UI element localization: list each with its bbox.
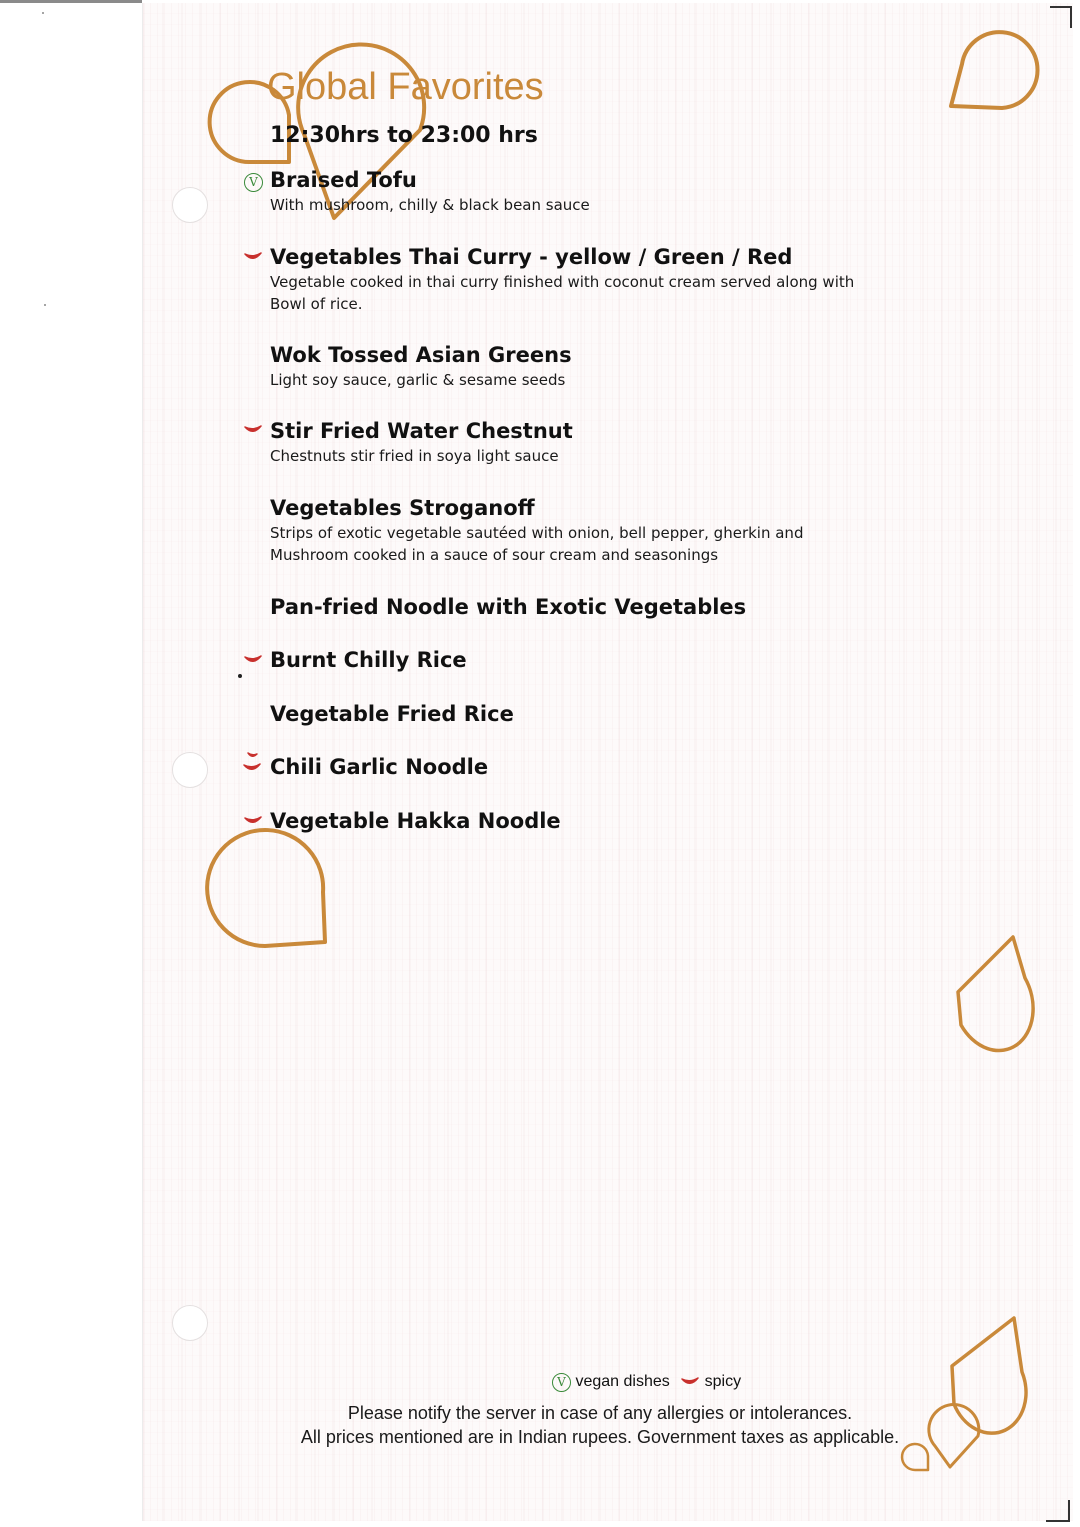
chili-icon [244, 655, 262, 665]
chili-icon [244, 816, 262, 826]
chili-icon [244, 425, 262, 435]
vegan-icon: V [244, 171, 263, 192]
menu-item-name: Braised Tofu [270, 168, 417, 192]
chili-icon [680, 1377, 700, 1387]
menu-item-name: Pan-fried Noodle with Exotic Vegetables [270, 595, 747, 619]
menu-item [270, 808, 561, 834]
allergy-notice: Please notify the server in case of any allergies or intolerances. [347, 1403, 853, 1423]
droplet-ornament [207, 830, 325, 946]
menu-item [270, 342, 572, 391]
menu-item-description: Chestnuts stir fried in soya light sauce [270, 447, 559, 465]
vegan-icon: V [552, 1373, 571, 1392]
pricing-notice: All prices mentioned are in Indian rupees. Government taxes as applicable. [300, 1427, 900, 1447]
menu-item [270, 495, 803, 566]
menu-item-name: Vegetable Fried Rice [270, 702, 514, 726]
menu-item-description: Strips of exotic vegetable sautéed with onion, bell pepper, gherkin and Mushroom cooked in a sauce of sour cream and seasonings [270, 524, 804, 564]
droplet-ornament [951, 32, 1038, 108]
menu-item [270, 647, 467, 673]
menu-item-description: With mushroom, chilly & black bean sauce [270, 196, 590, 214]
page-title: Global Favorites [267, 66, 544, 108]
menu-item-name: Wok Tossed Asian Greens [270, 343, 572, 367]
chili-icon [244, 252, 262, 262]
menu-item-name: Burnt Chilly Rice [270, 648, 467, 672]
double-chili-icon [243, 752, 261, 774]
menu-item [270, 594, 746, 620]
menu-item [270, 167, 590, 216]
menu-item-name: Vegetables Thai Curry - yellow / Green / Red [270, 245, 793, 269]
menu-item-name: Stir Fried Water Chestnut [270, 419, 573, 443]
dietary-legend [552, 1370, 741, 1394]
menu-item [270, 701, 514, 727]
menu-item-name: Chili Garlic Noodle [270, 755, 489, 779]
droplet-ornament [958, 937, 1033, 1051]
menu-item-description: Light soy sauce, garlic & sesame seeds [270, 371, 566, 389]
legend-spicy-label: spicy [704, 1373, 742, 1390]
menu-item-description: Vegetable cooked in thai curry finished with coconut cream served along with Bowl of rice. [270, 273, 855, 313]
service-hours: 12:30hrs to 23:00 hrs [270, 123, 538, 148]
menu-item [270, 754, 488, 780]
menu-item-name: Vegetables Stroganoff [270, 496, 535, 520]
menu-item [270, 244, 854, 315]
menu-item-name: Vegetable Hakka Noodle [270, 809, 561, 833]
menu-item [270, 418, 573, 467]
legend-vegan-label: vegan dishes [575, 1373, 670, 1390]
